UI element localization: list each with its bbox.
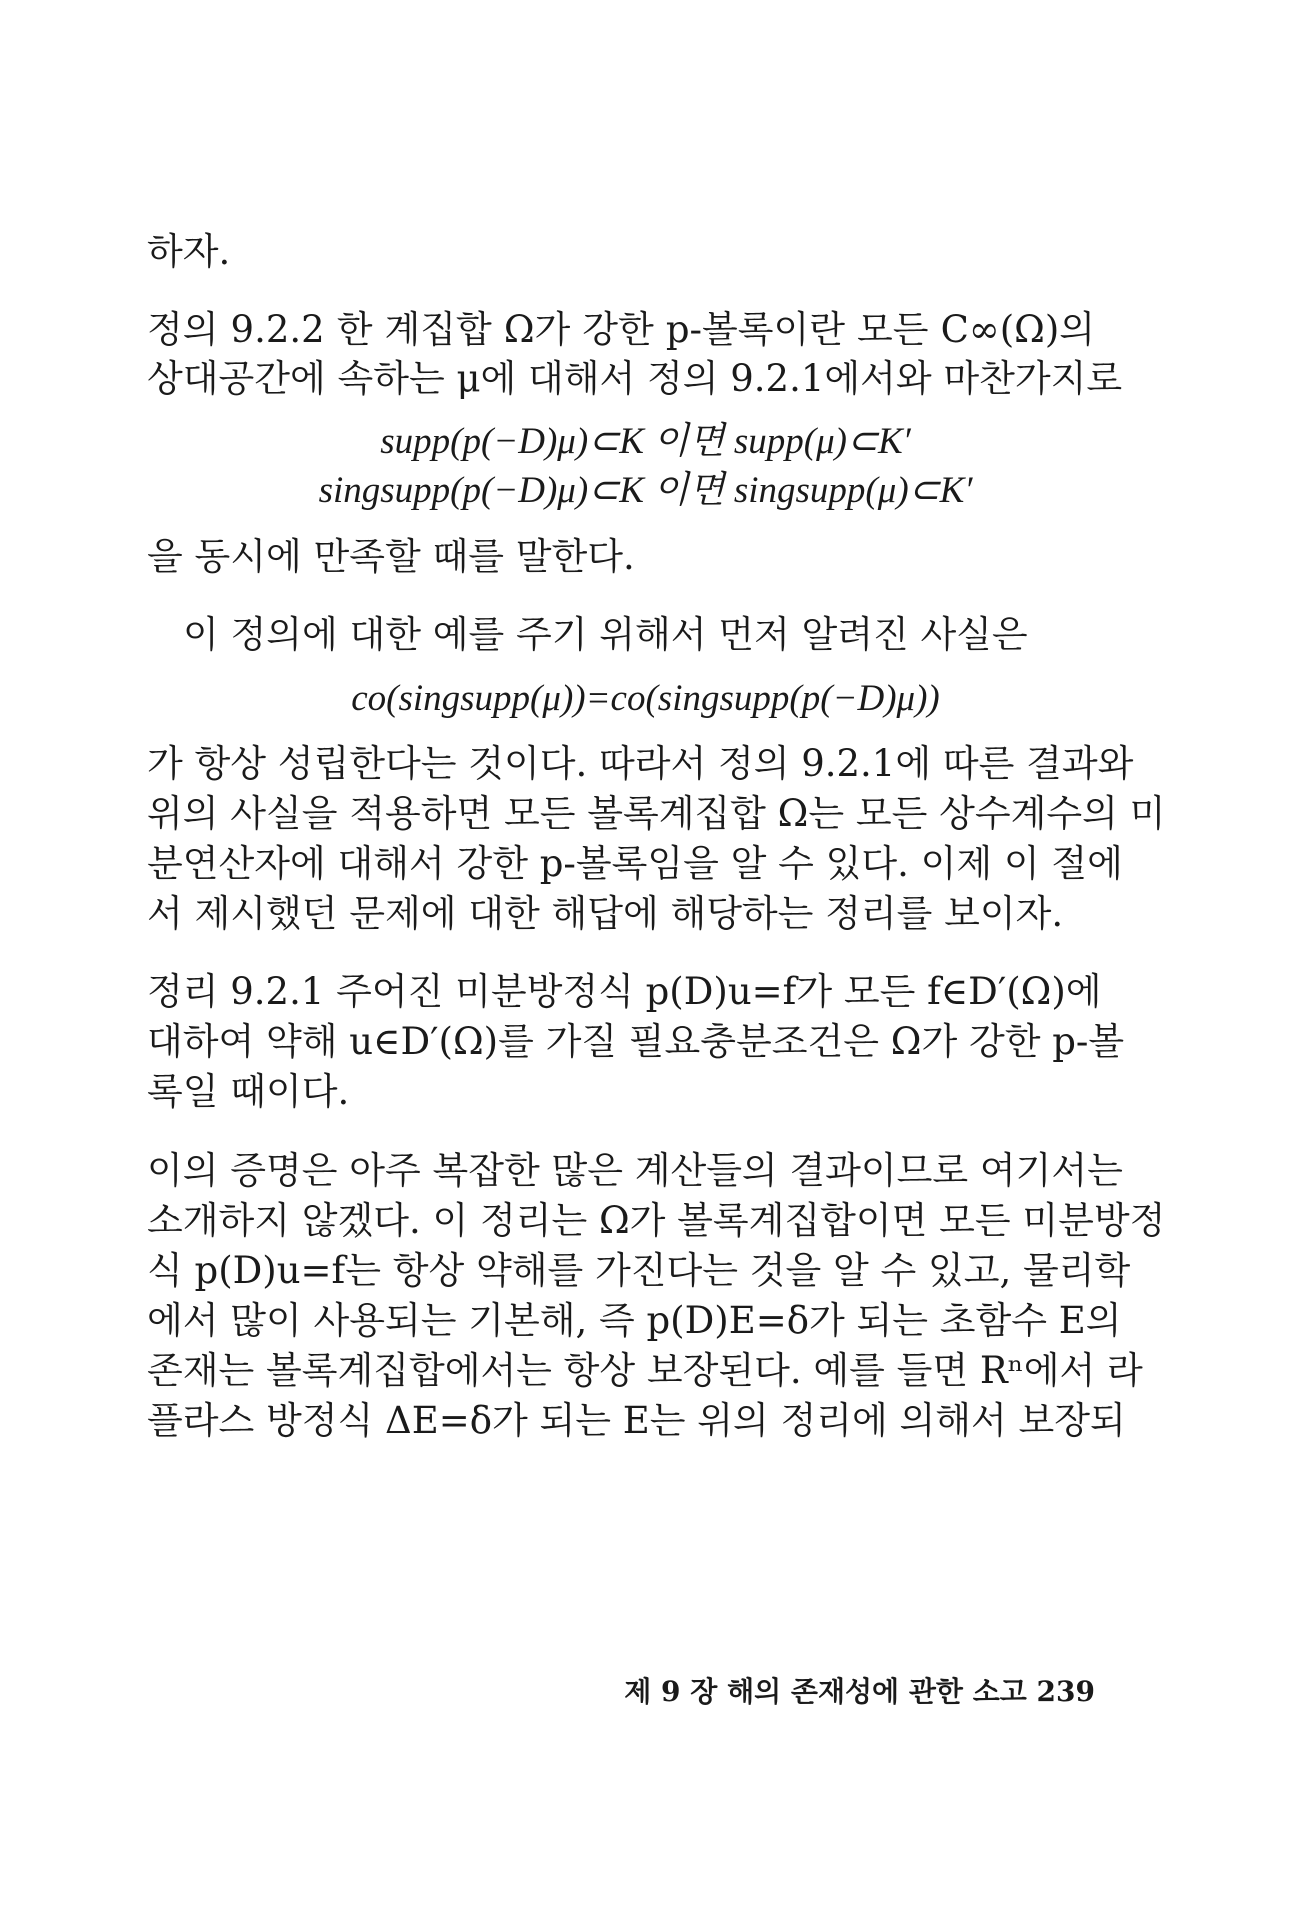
running-footer: 제 9 장 해의 존재성에 관한 소고 239 bbox=[624, 1675, 1095, 1708]
text-line: 식 p(D)u=f는 항상 약해를 가진다는 것을 알 수 있고, 물리학 bbox=[147, 1249, 1131, 1292]
text-line: 하자. bbox=[147, 230, 231, 273]
formula-line: singsupp(p(−D)μ)⊂K 이면 singsupp(μ)⊂K′ bbox=[318, 470, 973, 511]
theorem-heading-line: 정리 9.2.1 주어진 미분방정식 p(D)u=f가 모든 f∈D′(Ω)에 bbox=[147, 970, 1102, 1013]
text-line: 플라스 방정식 ΔE=δ가 되는 E는 위의 정리에 의해서 보장되 bbox=[147, 1399, 1126, 1442]
text-line: 이 정의에 대한 예를 주기 위해서 먼저 알려진 사실은 bbox=[183, 613, 1028, 656]
text-line: 상대공간에 속하는 μ에 대해서 정의 9.2.1에서와 마찬가지로 bbox=[147, 357, 1123, 400]
text-line: 이의 증명은 아주 복잡한 많은 계산들의 결과이므로 여기서는 bbox=[147, 1149, 1123, 1192]
text-line: 분연산자에 대해서 강한 p-볼록임을 알 수 있다. 이제 이 절에 bbox=[147, 842, 1123, 885]
text-line: 존재는 볼록계집합에서는 항상 보장된다. 예를 들면 Rⁿ에서 라 bbox=[147, 1349, 1143, 1392]
formula-line: supp(p(−D)μ)⊂K 이면 supp(μ)⊂K′ bbox=[380, 421, 911, 462]
definition-heading-line: 정의 9.2.2 한 계집합 Ω가 강한 p-볼록이란 모든 C∞(Ω)의 bbox=[147, 308, 1095, 351]
text-line: 에서 많이 사용되는 기본해, 즉 p(D)E=δ가 되는 초함수 E의 bbox=[147, 1299, 1122, 1342]
formula-line: co(singsupp(μ))=co(singsupp(p(−D)μ)) bbox=[351, 678, 940, 719]
text-line: 서 제시했던 문제에 대한 해답에 해당하는 정리를 보이자. bbox=[147, 892, 1064, 935]
text-line: 위의 사실을 적용하면 모든 볼록계집합 Ω는 모든 상수계수의 미 bbox=[147, 792, 1166, 835]
text-line: 가 항상 성립한다는 것이다. 따라서 정의 9.2.1에 따른 결과와 bbox=[147, 742, 1134, 785]
text-line: 을 동시에 만족할 때를 말한다. bbox=[147, 535, 635, 578]
text-line: 소개하지 않겠다. 이 정리는 Ω가 볼록계집합이면 모든 미분방정 bbox=[147, 1199, 1166, 1242]
text-line: 대하여 약해 u∈D′(Ω)를 가질 필요충분조건은 Ω가 강한 p-볼 bbox=[147, 1020, 1125, 1063]
text-line: 록일 때이다. bbox=[147, 1070, 350, 1113]
